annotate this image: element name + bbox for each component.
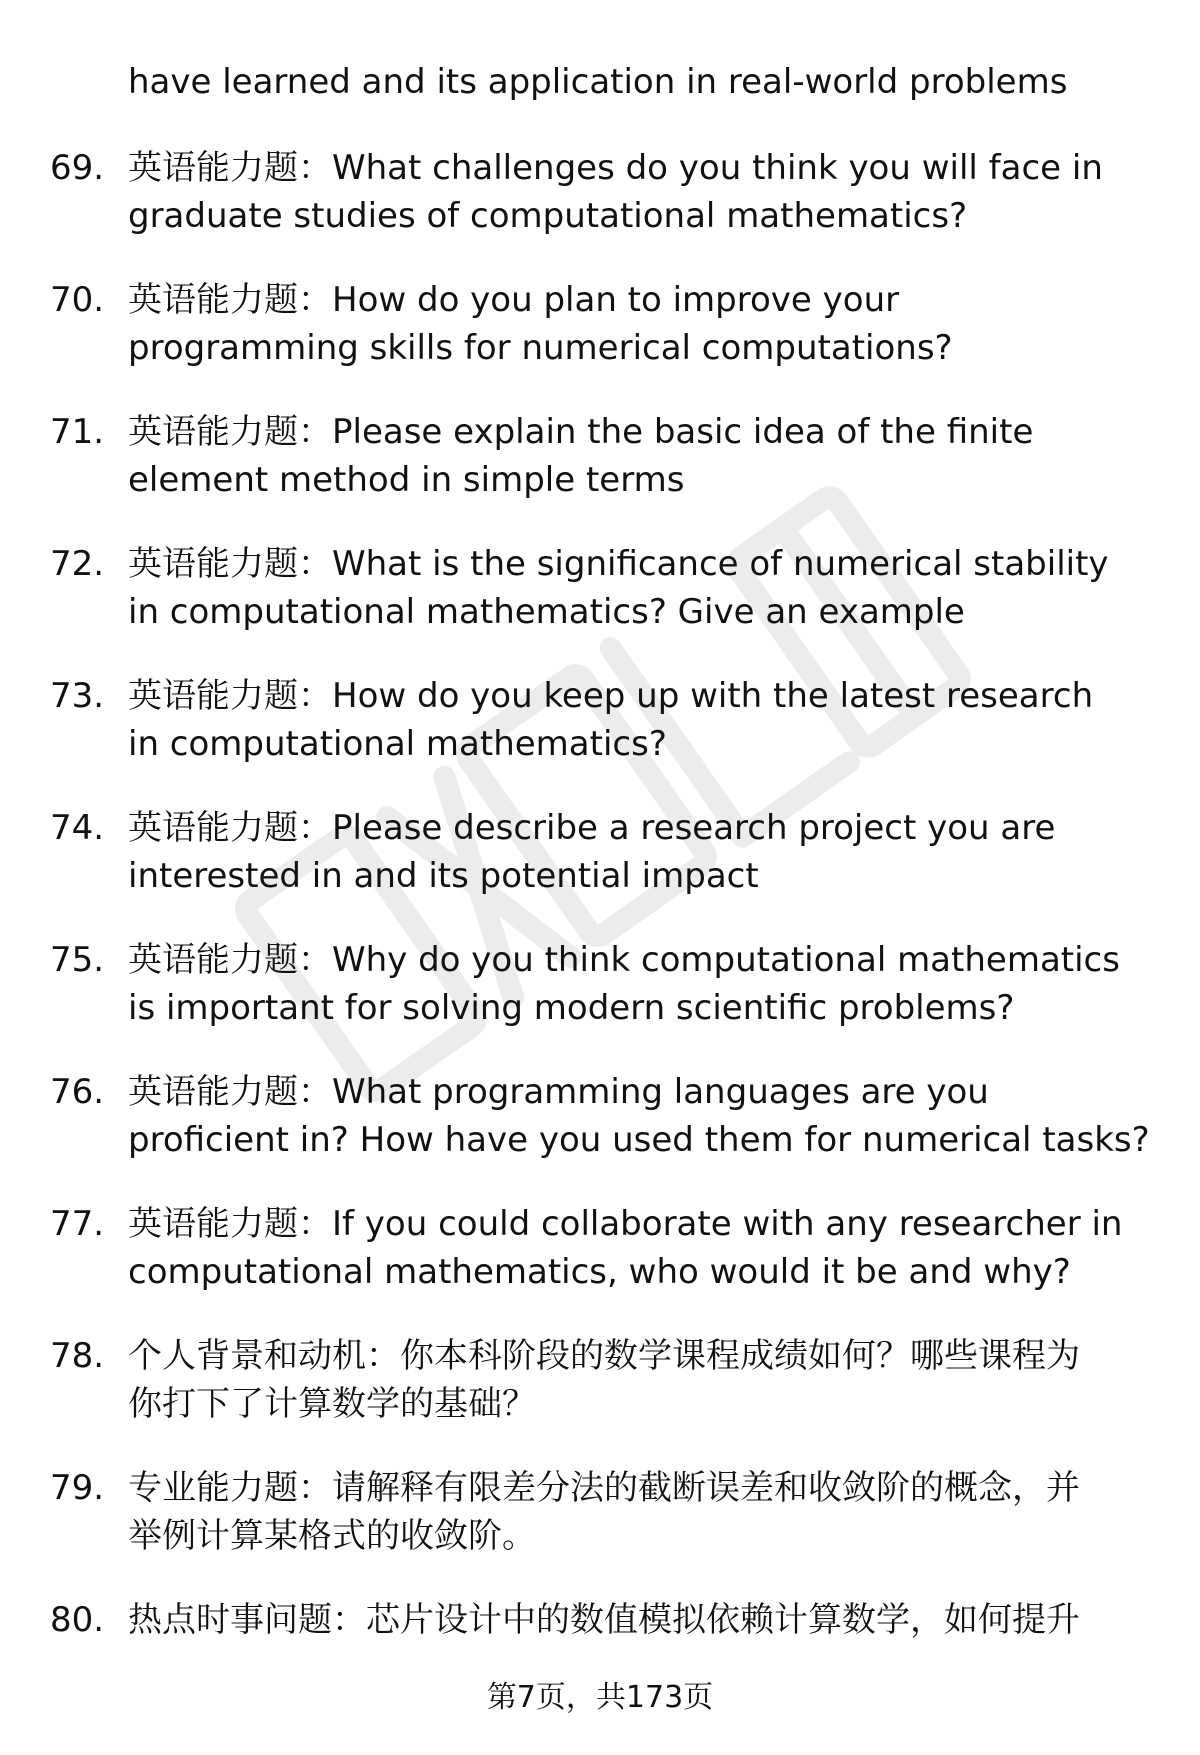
question-number: 79. <box>50 1468 105 1508</box>
question-number: 69. <box>50 148 105 188</box>
question-text-line: 英语能力题：Please explain the basic idea of the finite <box>128 412 1034 452</box>
question-number: 76. <box>50 1072 105 1112</box>
question-item <box>0 1464 1200 1596</box>
question-text-line: 英语能力题：If you could collaborate with any researcher in <box>128 1204 1123 1244</box>
question-text <box>128 672 1148 768</box>
question-text-line: graduate studies of computational mathematics? <box>128 196 968 236</box>
question-text-line: in computational mathematics? <box>128 724 667 764</box>
question-item <box>0 276 1200 408</box>
question-text-line: programming skills for numerical computations? <box>128 328 953 368</box>
question-number: 70. <box>50 280 105 320</box>
question-text <box>128 1596 1148 1644</box>
question-text-line: 英语能力题：What challenges do you think you will face in <box>128 148 1103 188</box>
question-text <box>128 408 1148 504</box>
question-item <box>0 1332 1200 1464</box>
question-text-line: is important for solving modern scientific problems? <box>128 988 1015 1028</box>
question-item <box>0 804 1200 936</box>
question-list <box>0 144 1200 1728</box>
question-text-line: 英语能力题：Why do you think computational mathematics <box>128 940 1120 980</box>
question-number: 75. <box>50 940 105 980</box>
question-text-line: 个人背景和动机：你本科阶段的数学课程成绩如何？哪些课程为 <box>128 1336 1080 1376</box>
question-text-line: 热点时事问题：芯片设计中的数值模拟依赖计算数学，如何提升 <box>128 1600 1080 1640</box>
question-item <box>0 1200 1200 1332</box>
question-item <box>0 936 1200 1068</box>
question-item <box>0 540 1200 672</box>
question-text <box>128 276 1148 372</box>
question-text-line: 英语能力题：How do you plan to improve your <box>128 280 900 320</box>
question-text-line: 英语能力题：Please describe a research project you are <box>128 808 1056 848</box>
question-text-line: 专业能力题：请解释有限差分法的截断误差和收敛阶的概念，并 <box>128 1468 1080 1508</box>
question-text <box>128 1332 1148 1428</box>
question-number: 80. <box>50 1600 105 1640</box>
question-number: 72. <box>50 544 105 584</box>
question-item <box>0 1068 1200 1200</box>
question-text-line: 英语能力题：What is the significance of numerical stability <box>128 544 1109 584</box>
question-item <box>0 672 1200 804</box>
question-text-line: proficient in? How have you used them for numerical tasks? <box>128 1120 1150 1160</box>
question-text-line: interested in and its potential impact <box>128 856 759 896</box>
question-text <box>128 1464 1148 1560</box>
question-number: 71. <box>50 412 105 452</box>
question-item <box>0 144 1200 276</box>
question-text-line: 你打下了计算数学的基础？ <box>128 1384 536 1424</box>
page-indicator: 第7页，共173页 <box>486 1680 714 1715</box>
question-text-line: computational mathematics, who would it be and why? <box>128 1252 1071 1292</box>
question-text-line: in computational mathematics? Give an example <box>128 592 965 632</box>
question-text-line: 英语能力题：How do you keep up with the latest research <box>128 676 1094 716</box>
question-text-line: element method in simple terms <box>128 460 685 500</box>
question-text-line: 举例计算某格式的收敛阶。 <box>128 1516 536 1556</box>
question-text <box>128 1200 1148 1296</box>
question-number: 74. <box>50 808 105 848</box>
question-number: 77. <box>50 1204 105 1244</box>
question-item <box>0 408 1200 540</box>
question-number: 78. <box>50 1336 105 1376</box>
question-text <box>128 936 1148 1032</box>
question-number: 73. <box>50 676 105 716</box>
question-text <box>128 1068 1148 1164</box>
question-text-line: 英语能力题：What programming languages are you <box>128 1072 989 1112</box>
question-text <box>128 804 1148 900</box>
question-text <box>128 540 1148 636</box>
question-text <box>128 144 1148 240</box>
carry-over-line: have learned and its application in real-world problems <box>128 62 1068 102</box>
